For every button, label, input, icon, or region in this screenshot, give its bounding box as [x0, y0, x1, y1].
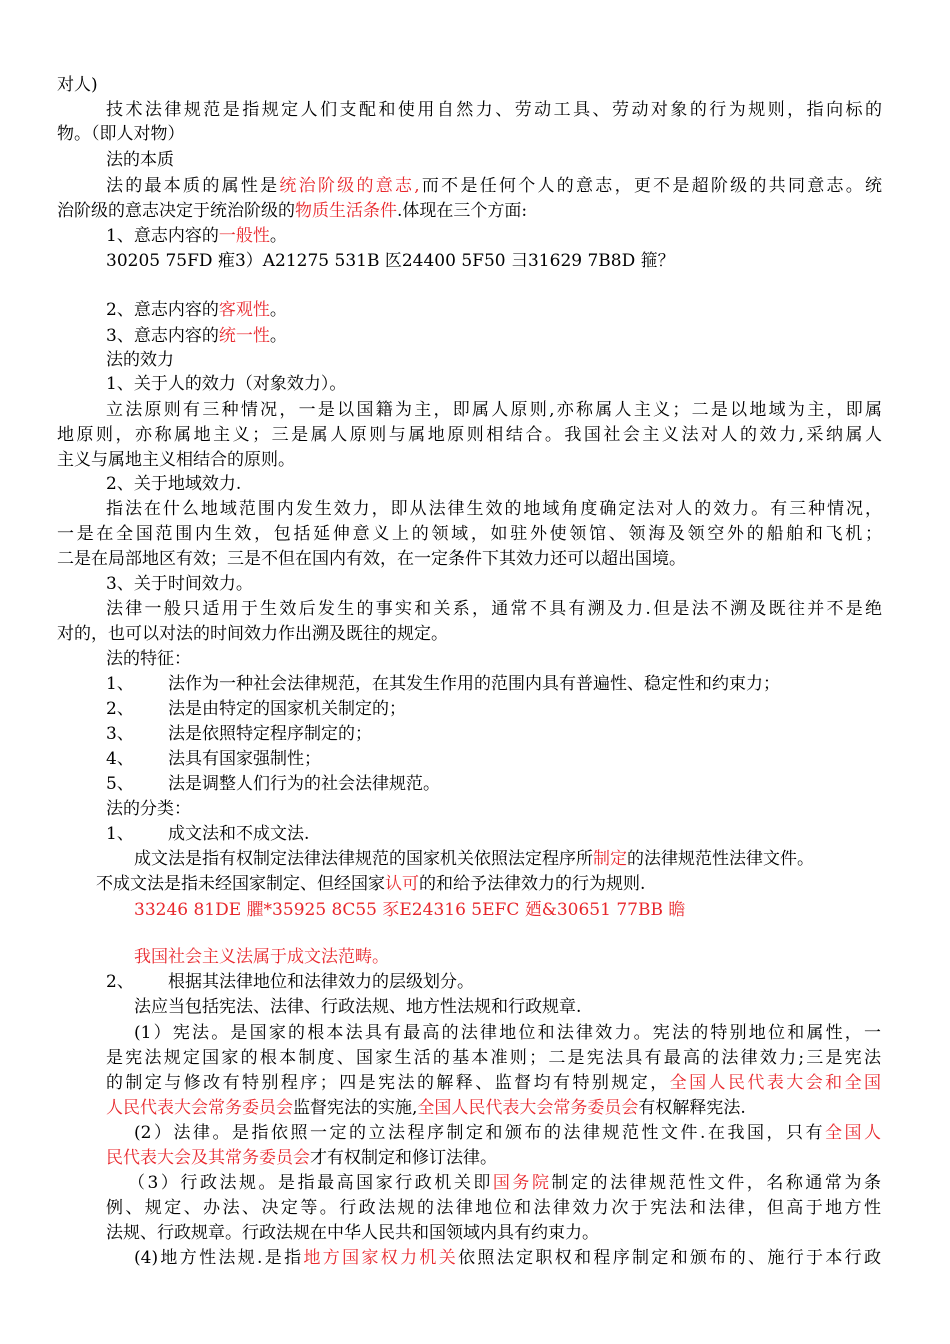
paragraph-line: 法规、行政规章。行政法规在中华人民共和国领域内具有约束力。 [106, 1223, 599, 1243]
highlight-text: 全国人民代表大会和全国 [669, 1073, 881, 1093]
paragraph-line: 立法原则有三种情况，一是以国籍为主，即属人原则,亦称属人主义；二是以地域为主，即属 [106, 400, 882, 420]
paragraph-line: 指法在什么地域范围内发生效力，即从法律生效的地域角度确定法对人的效力。有三种情况， [106, 499, 882, 519]
paragraph-line: 的制定与修改有特别程序；四是宪法的解释、监督均有特别规定，全国人民代表大会和全国 [106, 1073, 881, 1093]
paragraph-line: 法应当包括宪法、法律、行政法规、地方性法规和行政规章. [134, 997, 582, 1017]
paragraph-line: 民代表大会及其常务委员会才有权制定和修订法律。 [106, 1148, 497, 1168]
section-heading: 法的效力 [106, 350, 174, 370]
noise-line: 30205 75FD 痽3）A21275 531B 匛24400 5F50 彐31629 7B8D 箍？ [106, 251, 675, 271]
list-item: 1、关于人的效力（对象效力）。 [106, 374, 347, 394]
highlight-text: 物质生活条件 [295, 201, 397, 221]
paragraph-line: (4)地方性法规.是指地方国家权力机关依照法定职权和程序制定和颁布的、施行于本行政 [134, 1248, 882, 1268]
numbered-item: 1、 成文法和不成文法. [106, 824, 310, 844]
list-item: 2、关于地域效力. [106, 474, 242, 494]
highlight-text: 认可 [385, 874, 419, 894]
numbered-item: 2、 根据其法律地位和法律效力的层级划分。 [106, 972, 474, 992]
highlight-text: 客观性 [218, 300, 270, 320]
paragraph-line: (2）法律。是指依照一定的立法程序制定和颁布的法律规范性文件.在我国，只有全国人 [134, 1123, 881, 1143]
paragraph-line: 二是在局部地区有效；三是不但在国内有效，在一定条件下其效力还可以超出国境。 [57, 549, 686, 569]
highlight-text: 制定 [593, 849, 627, 869]
highlight-text: 全国人 [824, 1123, 881, 1143]
highlight-text: 统一性 [218, 326, 270, 346]
paragraph-line: 人民代表大会常务委员会监督宪法的实施,全国人民代表大会常务委员会有权解释宪法. [106, 1098, 746, 1118]
paragraph-line: （3）行政法规。是指最高国家行政机关即国务院制定的法律规范性文件，名称通常为条 [128, 1173, 881, 1193]
highlight-text: 民代表大会及其常务委员会 [106, 1148, 310, 1168]
highlight-line: 我国社会主义法属于成文法范畴。 [134, 947, 389, 967]
highlight-text: 全国人民代表大会常务委员会 [417, 1098, 639, 1118]
section-heading: 法的分类： [106, 799, 191, 819]
list-item: 3、意志内容的统一性。 [106, 326, 287, 346]
list-item: 3、关于时间效力。 [106, 574, 253, 594]
paragraph-line: 法律一般只适用于生效后发生的事实和关系，通常不具有溯及力.但是法不溯及既往并不是绝 [106, 599, 882, 619]
numbered-item: 5、 法是调整人们行为的社会法律规范。 [106, 774, 440, 794]
paragraph-line: 治阶级的意志决定于统治阶级的物质生活条件.体现在三个方面: [57, 201, 528, 221]
highlight-text: 国务院 [492, 1173, 552, 1193]
numbered-item: 4、 法具有国家强制性； [106, 749, 321, 769]
list-item: 2、意志内容的客观性。 [106, 300, 287, 320]
highlight-text: 一般性 [218, 226, 270, 246]
paragraph-line: 法的最本质的属性是统治阶级的意志,而不是任何个人的意志，更不是超阶级的共同意志。统 [106, 176, 883, 196]
paragraph-line: (1）宪法。是国家的根本法具有最高的法律地位和法律效力。宪法的特别地位和属性，一 [134, 1023, 881, 1043]
paragraph-line: 技术法律规范是指规定人们支配和使用自然力、劳动工具、劳动对象的行为规则，指向标的 [106, 100, 882, 120]
paragraph-line: 物。（即人对物） [57, 124, 185, 144]
section-heading: 法的特征： [106, 649, 191, 669]
numbered-item: 2、 法是由特定的国家机关制定的； [106, 699, 406, 719]
list-item: 1、意志内容的一般性。 [106, 226, 287, 246]
paragraph-line: 对的，也可以对法的时间效力作出溯及既往的规定。 [57, 624, 448, 644]
numbered-item: 1、 法作为一种社会法律规范，在其发生作用的范围内具有普遍性、稳定性和约束力； [106, 674, 780, 694]
section-heading: 法的本质 [106, 150, 174, 170]
paragraph-line: 不成文法是指未经国家制定、但经国家认可的和给予法律效力的行为规则. [96, 874, 646, 894]
highlight-text: 统治阶级的意志, [279, 176, 420, 196]
paragraph-line: 成文法是指有权制定法律法律规范的国家机关依照法定程序所制定的法律规范性法律文件。 [134, 849, 814, 869]
paragraph-line: 一是在全国范围内生效，包括延伸意义上的领域，如驻外使领馆、领海及领空外的船舶和飞机； [57, 524, 882, 544]
paragraph-line: 地原则，亦称属地主义；三是属人原则与属地原则相结合。我国社会主义法对人的效力,采纳属人 [57, 425, 882, 445]
paragraph-line: 例、规定、办法、决定等。行政法规的法律地位和法律效力次于宪法和法律，但高于地方性 [106, 1198, 881, 1218]
text-line: 对人) [57, 75, 98, 95]
paragraph-line: 主义与属地主义相结合的原则。 [57, 450, 295, 470]
numbered-item: 3、 法是依照特定程序制定的； [106, 724, 372, 744]
noise-line: 33246 81DE 臞*35925 8C55 豕E24316 5EFC 廼&30651 77BB 瞻 [134, 900, 686, 920]
highlight-text: 人民代表大会常务委员会 [106, 1098, 293, 1118]
highlight-text: 地方国家权力机关 [303, 1248, 459, 1268]
paragraph-line: 是宪法规定国家的根本制度、国家生活的基本准则；二是宪法具有最高的法律效力;三是宪法 [106, 1048, 881, 1068]
